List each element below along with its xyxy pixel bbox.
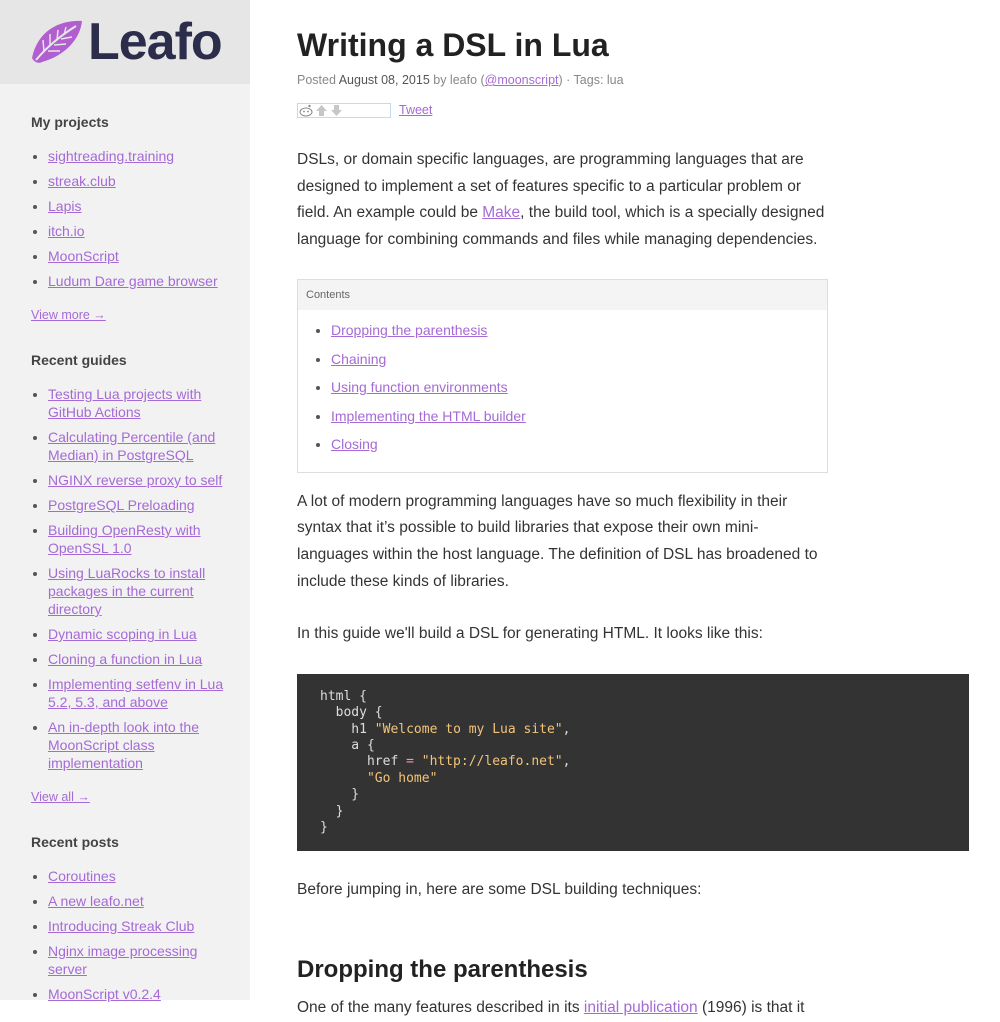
code-line (320, 754, 946, 770)
author-handle-link[interactable]: @moonscript (484, 73, 559, 87)
list-item (48, 385, 230, 421)
guides-section (0, 352, 250, 804)
code-block (297, 674, 969, 851)
project-link[interactable]: itch.io (48, 223, 85, 239)
toc-link[interactable]: Using function environments (331, 379, 508, 396)
table-of-contents (297, 279, 828, 473)
toc-link[interactable]: Implementing the HTML builder (331, 407, 526, 424)
make-link[interactable]: Make (482, 204, 521, 222)
author-label: by leafo ( (433, 73, 485, 87)
tags-label: ) · Tags: (558, 73, 604, 87)
list-item (48, 718, 230, 772)
project-link[interactable]: Lapis (48, 198, 82, 214)
toc-link[interactable]: Dropping the parenthesis (331, 322, 488, 339)
list-item (48, 867, 230, 885)
list-item (48, 496, 230, 514)
guide-link[interactable]: Calculating Percentile (and Median) in PostgreSQL (48, 429, 216, 463)
guide-link[interactable]: Cloning a function in Lua (48, 651, 203, 667)
list-item (48, 247, 230, 265)
code-line (320, 771, 946, 787)
list-item (48, 147, 230, 165)
tweet-link[interactable]: Tweet (399, 103, 433, 117)
list-item (48, 172, 230, 190)
view-all-guides-link[interactable]: View all → (31, 790, 90, 804)
post-date: August 08, 2015 (338, 73, 430, 87)
upvote-icon[interactable] (315, 104, 328, 117)
guide-link[interactable]: Implementing setfenv in Lua 5.2, 5.3, and above (48, 676, 224, 710)
paragraph: In this guide we'll build a DSL for generating HTML. It looks like this: (297, 625, 763, 643)
reddit-vote-widget[interactable] (297, 103, 391, 118)
post-link[interactable]: A new leafo.net (48, 893, 144, 909)
toc-item (331, 435, 827, 453)
list-item (48, 917, 230, 935)
code-line: } (320, 787, 360, 803)
toc-heading: Contents (298, 280, 827, 310)
posts-heading: Recent posts (31, 834, 119, 850)
guides-heading: Recent guides (31, 352, 127, 368)
toc-item (331, 321, 827, 339)
guide-link[interactable]: Building OpenResty with OpenSSL 1.0 (48, 522, 201, 556)
tag-lua[interactable]: lua (606, 73, 624, 87)
guides-list (31, 385, 230, 772)
initial-publication-link[interactable]: initial publication (583, 999, 698, 1017)
para-text-end: (1996) is that it (697, 999, 805, 1017)
code-line: body { (320, 705, 383, 721)
sidebar (0, 0, 250, 1000)
list-item (48, 675, 230, 711)
toc-list (298, 310, 827, 472)
logo-text: Leafo (88, 13, 222, 71)
posts-list (31, 867, 230, 1003)
view-more-projects-link[interactable]: View more → (31, 308, 106, 322)
toc-item (331, 407, 827, 425)
toc-item (331, 378, 827, 396)
list-item (48, 272, 230, 290)
list-item (48, 521, 230, 557)
reddit-icon (299, 104, 313, 117)
list-item (48, 222, 230, 240)
list-item (48, 942, 230, 978)
code-line: } (320, 820, 328, 836)
post-link[interactable]: Coroutines (48, 868, 116, 884)
article (297, 0, 977, 1022)
guide-link[interactable]: NGINX reverse proxy to self (48, 472, 223, 488)
toc-link[interactable]: Closing (331, 436, 378, 453)
project-link[interactable]: sightreading.training (48, 148, 175, 164)
project-link[interactable]: Ludum Dare game browser (48, 273, 218, 289)
list-item (48, 650, 230, 668)
code-line-2: h1 "Welcome to my Lua site", (320, 721, 571, 737)
code-line: html { (320, 688, 367, 704)
project-link[interactable]: MoonScript (48, 248, 119, 264)
intro-paragraph (297, 147, 827, 253)
list-item (48, 197, 230, 215)
list-item (48, 625, 230, 643)
projects-section (0, 114, 250, 322)
project-link[interactable]: streak.club (48, 173, 116, 189)
paragraph (297, 995, 827, 1022)
intro-text-end: , the build tool, which is a specially designed language for combining commands and files while managing dependencies. (297, 204, 825, 248)
posted-label: Posted (297, 73, 336, 87)
list-item (48, 892, 230, 910)
code-string: "Welcome to my Lua site" (374, 721, 563, 737)
code-operator: = (406, 754, 414, 770)
intro-text-start: DSLs, or domain specific languages, are programming languages that are designed to implement a set of features specific to a particular problem or field. An example could be (297, 151, 804, 222)
leaf-icon (30, 18, 84, 66)
guide-link[interactable]: Dynamic scoping in Lua (48, 626, 197, 642)
share-row (297, 102, 977, 118)
post-link[interactable]: MoonScript v0.2.4 (48, 986, 161, 1002)
toc-item (331, 350, 827, 368)
page-title: Writing a DSL in Lua (297, 27, 609, 63)
guide-link[interactable]: PostgreSQL Preloading (48, 497, 195, 513)
code-line: } (320, 803, 344, 819)
guide-link[interactable]: An in-depth look into the MoonScript class implementation (48, 719, 199, 771)
code-line: a { (320, 738, 375, 754)
downvote-icon[interactable] (330, 104, 343, 117)
para-text-start: One of the many features described in its (297, 999, 584, 1017)
paragraph: Before jumping in, here are some DSL building techniques: (297, 880, 702, 898)
guide-link[interactable]: Testing Lua projects with GitHub Actions (48, 386, 202, 420)
code-string: "Go home" (366, 770, 438, 786)
post-link[interactable]: Introducing Streak Club (48, 918, 195, 934)
projects-list (31, 147, 230, 290)
toc-link[interactable]: Chaining (331, 350, 387, 367)
list-item (48, 471, 230, 489)
site-logo[interactable] (0, 0, 250, 84)
paragraph: A lot of modern programming languages have so much flexibility in their syntax that it’s possible to build libraries that expose their own mini-languages within the host language. The definition of DSL has broadened to include these kinds of libraries. (297, 492, 818, 590)
list-item (48, 428, 230, 464)
code-line (320, 722, 946, 738)
projects-heading: My projects (31, 114, 109, 130)
list-item (48, 564, 230, 618)
post-link[interactable]: Nginx image processing server (48, 943, 198, 977)
code-string: "http://leafo.net" (421, 754, 563, 770)
code-line-4: href = "http://leafo.net", (320, 754, 571, 770)
list-item (48, 985, 230, 1003)
guide-link[interactable]: Using LuaRocks to install packages in the current directory (48, 565, 206, 617)
posts-section (0, 834, 250, 1003)
section-heading: Dropping the parenthesis (297, 956, 588, 984)
code-line-5 (320, 771, 437, 786)
post-meta (297, 73, 977, 87)
